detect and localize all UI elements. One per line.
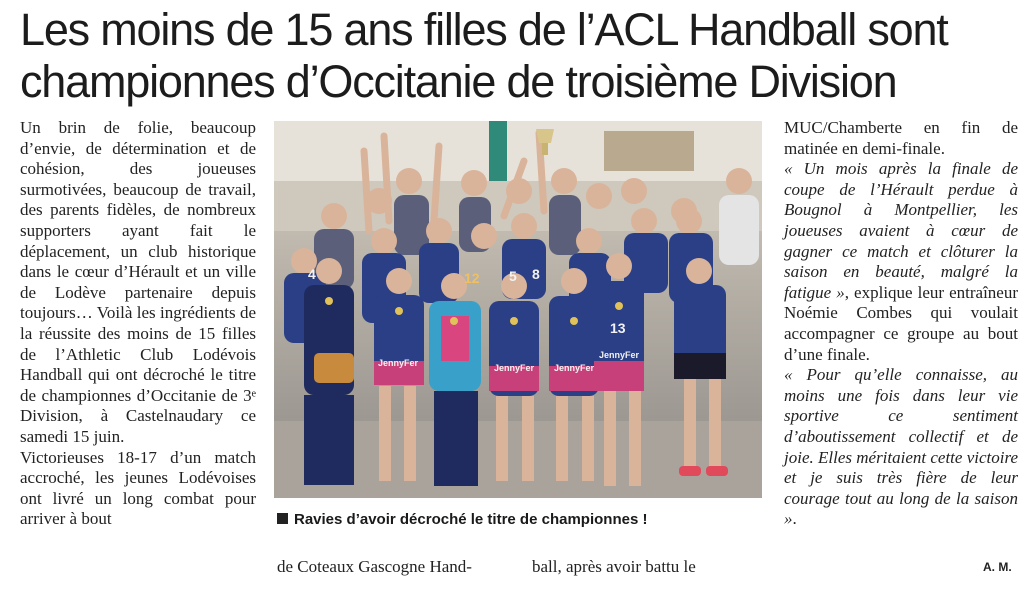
- team-photo-illustration: [274, 121, 762, 498]
- right-text-column: [784, 118, 1018, 530]
- team-photo: [274, 121, 762, 498]
- shirt-number: 8: [532, 266, 540, 282]
- middle-column-line-2: ball, après avoir battu le: [532, 557, 696, 576]
- shirt-number: 13: [610, 320, 626, 336]
- quote-closing: .: [792, 509, 797, 529]
- headline-line-1: Les moins de 15 ans filles de l’ACL Handball sont: [20, 4, 948, 55]
- paragraph-semifinal: MUC/Chamberte en fin de matinée en demi-finale.: [784, 118, 1018, 158]
- shirt-number: 12: [464, 270, 480, 286]
- paragraph-intro: Un brin de folie, beaucoup d’envie, de détermination et de cohésion, des joueuses surmotivées, beaucoup de travail, des parents fidèles, de nombreux supporters ayant fait le déplacement, un club historique dans le cœur d’Hérault et un ville de Lodève partenaire depuis toujours… Voilà les ingrédients de la réussite des moins de 15 filles de l’Athletic Club Lodévois Handball qui ont décroché le titre de championnes d’Occitanie de 3ᵉ Division, à Castelnaudary ce samedi 15 juin.: [20, 118, 256, 446]
- caption-text: Ravies d’avoir décroché le titre de championnes !: [294, 511, 648, 528]
- sponsor-logo: JennyFer: [494, 363, 535, 373]
- quote-attribution: , explique leur entraîneur Noémie Combes qui voulait accompagner ce groupe au bout d’une finale.: [784, 282, 1019, 364]
- article-headline: [20, 4, 1020, 108]
- sponsor-logo: JennyFer: [554, 363, 595, 373]
- shirt-number: 5: [509, 268, 517, 284]
- headline-line-2: championnes d’Occitanie de troisième Division: [20, 56, 897, 107]
- paragraph-quote-2: [784, 365, 1018, 530]
- left-text-column: [20, 118, 256, 530]
- photo-caption: [277, 510, 757, 530]
- caption-square-icon: [277, 513, 288, 524]
- paragraph-match: Victorieuses 18-17 d’un match accroché, les jeunes Lodévoises ont livré un long combat pour arriver à bout: [20, 447, 256, 529]
- coach-quote-1: « Un mois après la finale de coupe de l’Hérault perdue à Bougnol à Montpellier, les joueuses avaient à cœur de gagner ce match et clôturer la saison en beauté, malgré la fatigue »: [784, 159, 1018, 302]
- author-signature: A. M.: [983, 560, 1012, 574]
- coach-quote-2: « Pour qu’elle connaisse, au moins une fois dans leur vie sportive ce sentiment d’aboutissement collectif et de joie. Elles méritaient cette victoire et je suis très fière de leur courage tout au long de la saison »: [784, 365, 1018, 529]
- middle-column-line-1: de Coteaux Gascogne Hand-: [277, 557, 472, 576]
- paragraph-quote: [784, 159, 1018, 365]
- sponsor-logo: JennyFer: [599, 350, 640, 360]
- sponsor-logo: JennyFer: [378, 358, 419, 368]
- shirt-number: 4: [308, 266, 316, 282]
